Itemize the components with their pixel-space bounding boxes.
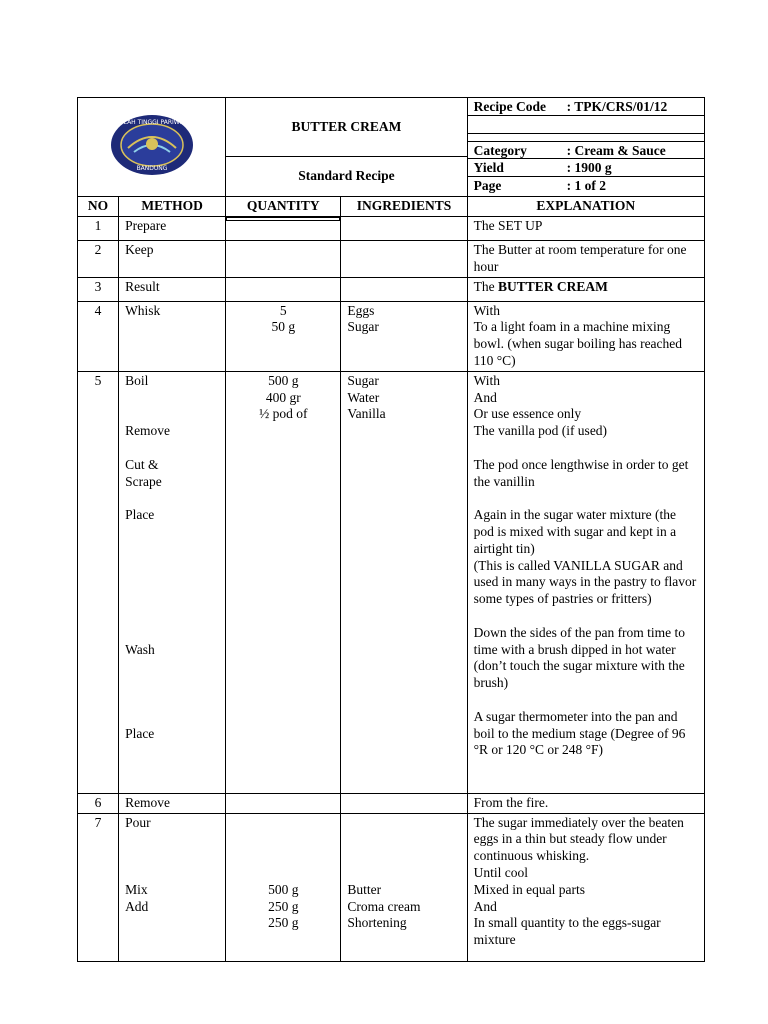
category-row (468, 141, 704, 159)
svg-text:SEKOLAH TINGGI PARIWISATA: SEKOLAH TINGGI PARIWISATA (107, 118, 196, 126)
explanation: With To a light foam in a machine mixing bowl. (when sugar boiling has reached 110 °C) (467, 301, 704, 371)
svg-text:BANDUNG: BANDUNG (136, 164, 168, 172)
table-row: 2 Keep The Butter at room temperature for one hour (78, 241, 705, 278)
col-header-quantity: QUANTITY (226, 197, 341, 217)
school-logo-icon (108, 112, 196, 178)
table-row: 1 Prepare The SET UP (78, 217, 705, 241)
column-header-row (78, 197, 705, 217)
recipe-subtitle: Standard Recipe (298, 168, 395, 184)
recipe-table (77, 97, 705, 962)
page-value: : 1 of 2 (566, 178, 606, 193)
method-cell: Boil Remove Cut & Scrape Place Wash Place (119, 371, 226, 793)
recipe-info (467, 98, 704, 197)
title-block (226, 98, 467, 197)
recipe-title: BUTTER CREAM (291, 118, 402, 134)
col-header-explanation: EXPLANATION (467, 197, 704, 217)
logo-cell (78, 98, 226, 197)
table-row: 4 Whisk 5 50 g Eggs Sugar With To a light foam in a machine mixing bowl. (when sugar boiling has reached 110 °C) (78, 301, 705, 371)
yield-value: : 1900 g (566, 160, 612, 175)
recipe-code-value: : TPK/CRS/01/12 (566, 99, 668, 114)
recipe-code-label: Recipe Code (473, 99, 546, 114)
page-label: Page (473, 178, 502, 193)
table-row: 7 Pour Mix Add 500 g 250 g 250 g Butter Croma cream Shortening The sugar immediately over the beaten eggs in a thin but steady flow under continuous whisking. Until cool Mixed in equal parts And In small quantity to the eggs-sugar mixture (78, 813, 705, 961)
recipe-code-row (468, 98, 704, 116)
col-header-method: METHOD (119, 197, 226, 217)
yield-label: Yield (473, 160, 504, 175)
info-spacer (468, 116, 704, 134)
header-row (78, 98, 705, 197)
table-row: 5 Boil Remove Cut & Scrape Place Wash Place 500 g 400 gr ½ pod of Sugar Water Vanilla With And Or use essence only The vanilla pod (if used) The pod once lengthwise in order to get the vanillin Again in the sugar water mixture (the pod is mixed with sugar and kept in a airtight tin) (This is called VANILLA SUGAR and used in many ways in the pastry to flavor some types of pastries or fritters) Down the sides of the pan from time to time with a brush dipped in hot water (don’t touch the sugar mixture with the brush) A sugar thermometer into the pan and boil to the medium stage (Degree of 96 °R or 120 °C or 248 °F) (78, 371, 705, 793)
table-row: 3 Result The BUTTER CREAM (78, 277, 705, 301)
explanation: With And Or use essence only The vanilla pod (if used) The pod once lengthwise in order to get the vanillin Again in the sugar water mixture (the pod is mixed with sugar and kept in a airtight tin) (This is called VANILLA SUGAR and used in many ways in the pastry to flavor some types of pastries or fritters) Down the sides of the pan from time to time with a brush dipped in hot water (don’t touch the sugar mixture with the brush) A sugar thermometer into the pan and boil to the medium stage (Degree of 96 °R or 120 °C or 248 °F) (467, 371, 704, 793)
page-row (468, 177, 704, 195)
explanation: The SET UP (467, 217, 704, 241)
col-header-ingredients: INGREDIENTS (341, 197, 467, 217)
explanation: The Butter at room temperature for one hour (467, 241, 704, 278)
col-header-no: NO (78, 197, 119, 217)
explanation: From the fire. (467, 793, 704, 813)
category-label: Category (473, 143, 527, 158)
category-value: : Cream & Sauce (566, 143, 666, 158)
method-cell: Pour Mix Add (119, 813, 226, 961)
explanation: The BUTTER CREAM (467, 277, 704, 301)
explanation: The sugar immediately over the beaten eggs in a thin but steady flow under continuous whisking. Until cool Mixed in equal parts And In small quantity to the eggs-sugar mixture (467, 813, 704, 961)
yield-row (468, 159, 704, 177)
table-row: 6 Remove From the fire. (78, 793, 705, 813)
